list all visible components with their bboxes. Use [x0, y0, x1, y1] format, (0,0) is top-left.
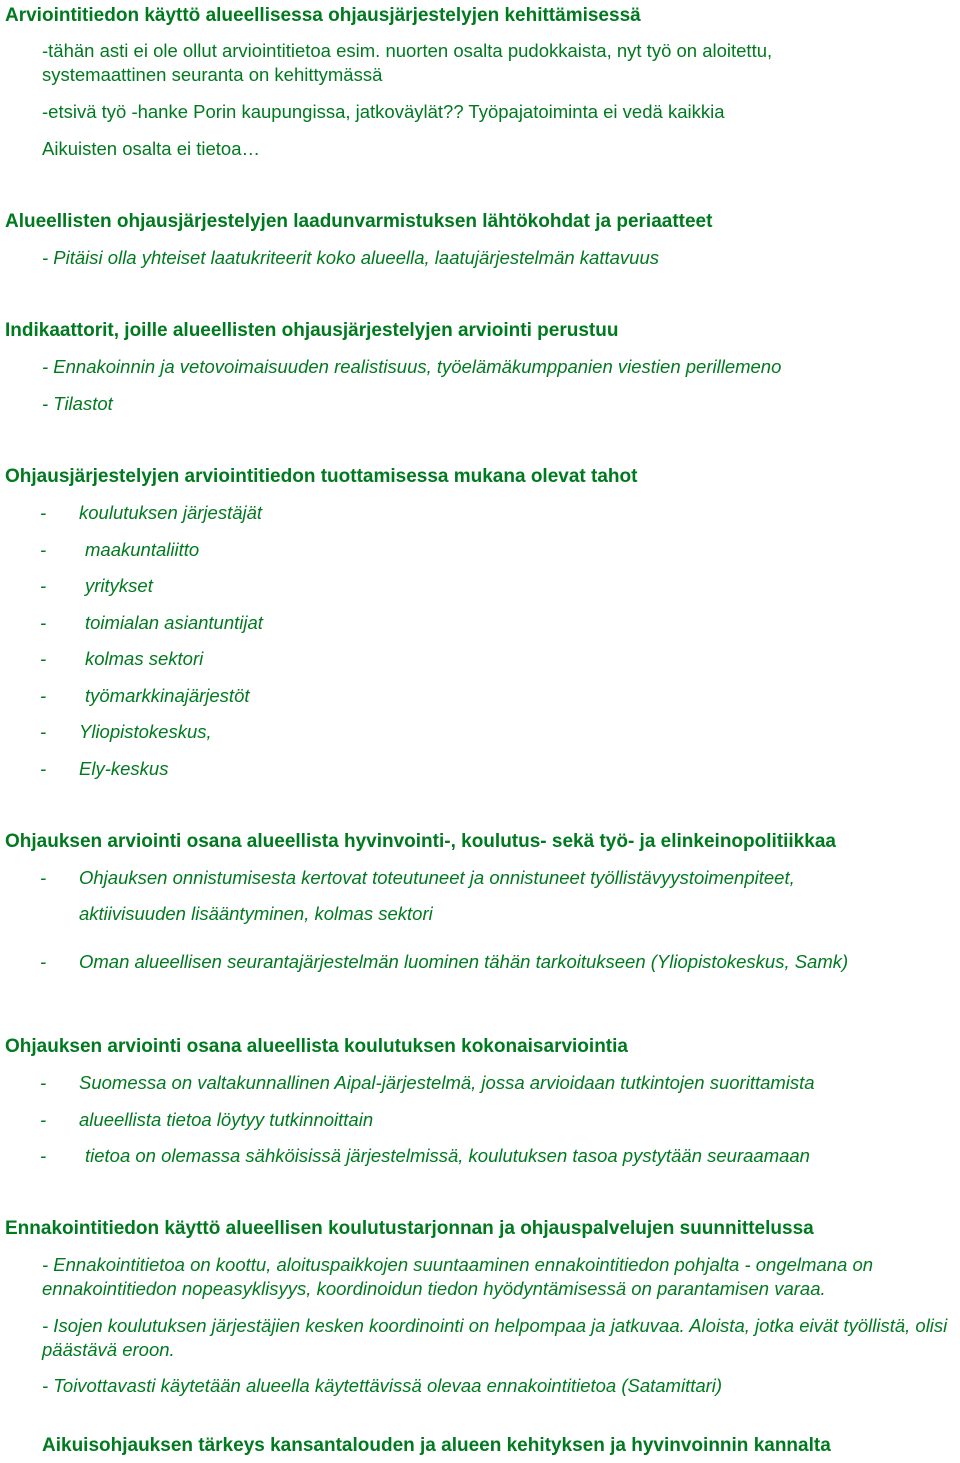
body-paragraph: - Isojen koulutuksen järjestäjien kesken koordinointi on helpompaa ja jatkuvaa. Aloista, jotka eivät työllistä, olisi päästävä eroon. — [42, 1315, 948, 1360]
body-line: Aikuisten osalta ei tietoa… — [42, 138, 261, 159]
list-item: - työmarkkinajärjestöt — [40, 685, 250, 706]
section-heading-mukana-olevat-tahot: Ohjausjärjestelyjen arviointitiedon tuottamisessa mukana olevat tahot — [5, 466, 638, 487]
body-line: - Ennakoinnin ja vetovoimaisuuden realistisuus, työelämäkumppanien viestien perillemeno — [42, 356, 782, 377]
list-item: - Oman alueellisen seurantajärjestelmän luominen tähän tarkoitukseen (Yliopistokeskus, Samk) — [40, 951, 849, 972]
body-paragraph: - Toivottavasti käytetään alueella käytettävissä olevaa ennakointitietoa (Satamittari) — [42, 1375, 723, 1396]
list-item: - toimialan asiantuntijat — [40, 612, 263, 633]
body-line: -tähän asti ei ole ollut arviointitietoa esim. nuorten osalta pudokkaista, nyt työ on aloitettu, — [42, 40, 773, 61]
list-item: - kolmas sektori — [40, 648, 204, 669]
list-item-continuation: aktiivisuuden lisääntyminen, kolmas sektori — [79, 903, 433, 924]
list-item: - Ely-keskus — [40, 758, 169, 779]
list-item: - tietoa on olemassa sähköisissä järjestelmissä, koulutuksen tasoa pystytään seuraamaan — [40, 1145, 810, 1166]
body-line: systemaattinen seuranta on kehittymässä — [42, 64, 383, 85]
section-heading-ennakointitieto: Ennakointitiedon käyttö alueellisen koulutustarjonnan ja ohjauspalvelujen suunnittelussa — [5, 1218, 814, 1239]
list-item: - yritykset — [40, 575, 153, 596]
list-item: - Yliopistokeskus, — [40, 721, 212, 742]
section-heading-hyvinvointipolitiikka: Ohjauksen arviointi osana alueellista hyvinvointi-, koulutus- sekä työ- ja elinkeinopolitiikkaa — [5, 831, 836, 852]
body-line: - Pitäisi olla yhteiset laatukriteerit koko alueella, laatujärjestelmän kattavuus — [42, 247, 659, 268]
body-line: -etsivä työ -hanke Porin kaupungissa, jatkoväylät?? Työpajatoiminta ei vedä kaikkia — [42, 101, 725, 122]
list-item: - Ohjauksen onnistumisesta kertovat toteutuneet ja onnistuneet työllistävyystoimenpiteet, — [40, 867, 795, 888]
list-item: - koulutuksen järjestäjät — [40, 502, 263, 523]
section-heading-laadunvarmistus: Alueellisten ohjausjärjestelyjen laadunvarmistuksen lähtökohdat ja periaatteet — [5, 211, 713, 232]
list-item: - maakuntaliitto — [40, 539, 200, 560]
body-paragraph: - Ennakointitietoa on koottu, aloituspaikkojen suuntaaminen ennakointitiedon pohjalta - ongelmana on ennakointitiedon nopeasyklisyys, koordinoidun tiedon hyödyntämisessä on parantamisen varaa. — [42, 1254, 874, 1299]
section-heading-kokonaisarviointi: Ohjauksen arviointi osana alueellista koulutuksen kokonaisarviointia — [5, 1036, 628, 1057]
list-item: - Suomessa on valtakunnallinen Aipal-järjestelmä, jossa arvioidaan tutkintojen suorittamista — [40, 1072, 815, 1093]
section-heading-indikaattorit: Indikaattorit, joille alueellisten ohjausjärjestelyjen arviointi perustuu — [5, 320, 619, 341]
section-heading-aikuisohjaus: Aikuisohjauksen tärkeys kansantalouden ja alueen kehityksen ja hyvinvoinnin kannalta — [42, 1435, 831, 1456]
body-line: - Tilastot — [42, 393, 113, 414]
section-heading-arviointitiedon-kaytto: Arviointitiedon käyttö alueellisessa ohjausjärjestelyjen kehittämisessä — [5, 5, 641, 26]
list-item: - alueellista tietoa löytyy tutkinnoittain — [40, 1109, 374, 1130]
